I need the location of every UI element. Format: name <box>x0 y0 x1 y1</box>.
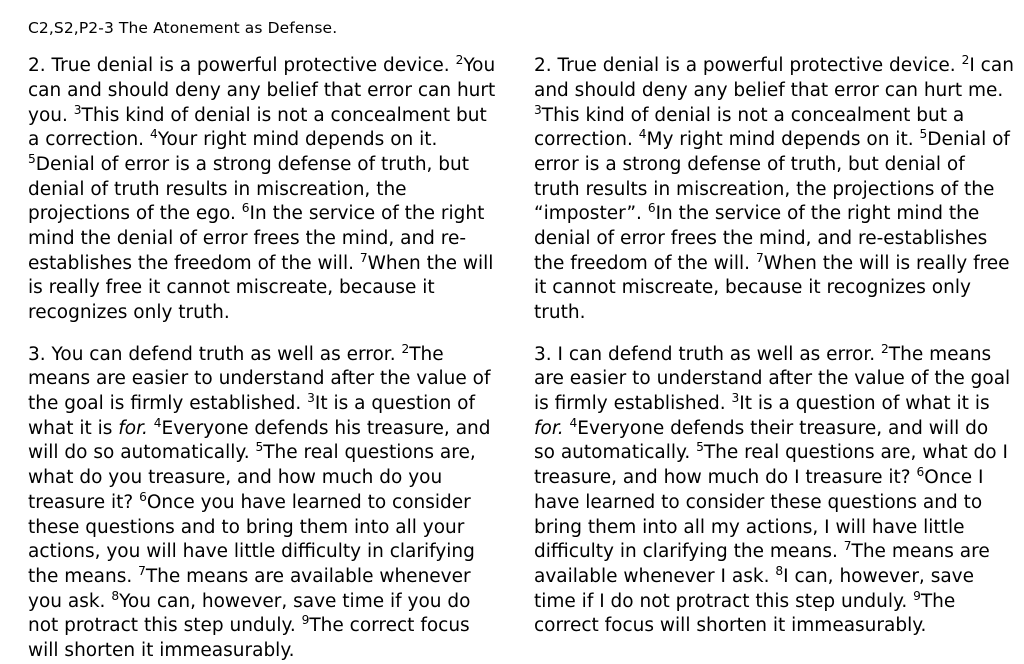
paragraph: 3. You can defend truth as well as error. $^2$The means are easier to understand after the value of the goal is firmly established. $^3$It is a question of what it is for. $^4$Everyone defends his treasure, and will do so automatically. $^5$The real questions are, what do you treasure, and how much do you treasure it? $^6$Once you have learned to consider these questions and to bring them into all your actions, you will have little difficulty in clarifying the means. $^7$The means are available whenever you ask. $^8$You can, however, save time if you do not protract this step unduly. $^9$The correct focus will shorten it immeasurably. <box>28 341 491 661</box>
sentence-number: 7 <box>359 250 368 265</box>
two-column-layout <box>28 52 1014 664</box>
sentence-number: 3 <box>73 102 82 117</box>
sentence-number: 3 <box>731 390 740 405</box>
sentence-number: 2 <box>455 52 464 67</box>
sentence-number: 2 <box>401 341 410 356</box>
sentence-number: 2 <box>881 341 889 356</box>
sentence-number: 5 <box>28 151 36 166</box>
sentence-number: 6 <box>647 201 656 216</box>
sentence-number: 9 <box>301 613 310 628</box>
paragraph: 2. True denial is a powerful protective device. $^2$I can and should deny any belief that error can hurt me. $^3$This kind of denial is not a concealment but a correction. $^4$My right mind depends on it. $^5$Denial of error is a strong defense of truth, but denial of truth results in miscreation, the projections of the “imposter”. $^6$In the service of the right mind the denial of error frees the mind, and re-establishes the freedom of the will. $^7$When the will is really free it cannot miscreate, because it recognizes only truth. <box>534 52 1014 324</box>
left-column <box>28 54 498 664</box>
sentence-number: 7 <box>843 539 852 554</box>
sentence-number: 8 <box>775 563 784 578</box>
sentence-number: 4 <box>149 127 158 142</box>
sentence-number: 6 <box>916 464 925 479</box>
emphasis-text: for. <box>534 417 564 439</box>
sentence-number: 5 <box>255 440 264 455</box>
sentence-number: 7 <box>138 563 146 578</box>
sentence-number: 3 <box>534 102 542 117</box>
emphasis-text: for. <box>118 417 148 439</box>
right-column <box>534 54 1014 639</box>
page-title: C2,S2,P2-3 The Atonement as Defense. <box>28 19 338 37</box>
sentence-number: 6 <box>139 489 147 504</box>
sentence-number: 4 <box>569 415 578 430</box>
sentence-number: 2 <box>961 52 970 67</box>
paragraph: 3. I can defend truth as well as error. $^2$The means are easier to understand after the value of the goal is firmly established. $^3$It is a question of what it is for. $^4$Everyone defends their treasure, and will do so automatically. $^5$The real questions are, what do I treasure, and how much do I treasure it? $^6$Once I have learned to consider these questions and to bring them into all my actions, I will have little difficulty in clarifying the means. $^7$The means are available whenever I ask. $^8$I can, however, save time if I do not protract this step unduly. $^9$The correct focus will shorten it immeasurably. <box>534 341 1011 637</box>
sentence-number: 5 <box>919 127 928 142</box>
paragraph: 2. True denial is a powerful protective device. $^2$You can and should deny any belief that error can hurt you. $^3$This kind of denial is not a concealment but a correction. $^4$Your right mind depends on it. $^5$Denial of error is a strong defense of truth, but denial of truth results in miscreation, the projections of the ego. $^6$In the service of the right mind the denial of error frees the mind, and re-establishes the freedom of the will. $^7$When the will is really free it cannot miscreate, because it recognizes only truth. <box>28 52 496 324</box>
sentence-number: 7 <box>755 250 764 265</box>
sentence-number: 3 <box>307 390 315 405</box>
sentence-number: 5 <box>696 440 704 455</box>
sentence-number: 9 <box>913 588 921 603</box>
sentence-number: 6 <box>241 201 250 216</box>
sentence-number: 4 <box>638 127 647 142</box>
sentence-number: 4 <box>153 415 162 430</box>
sentence-number: 8 <box>111 588 120 603</box>
